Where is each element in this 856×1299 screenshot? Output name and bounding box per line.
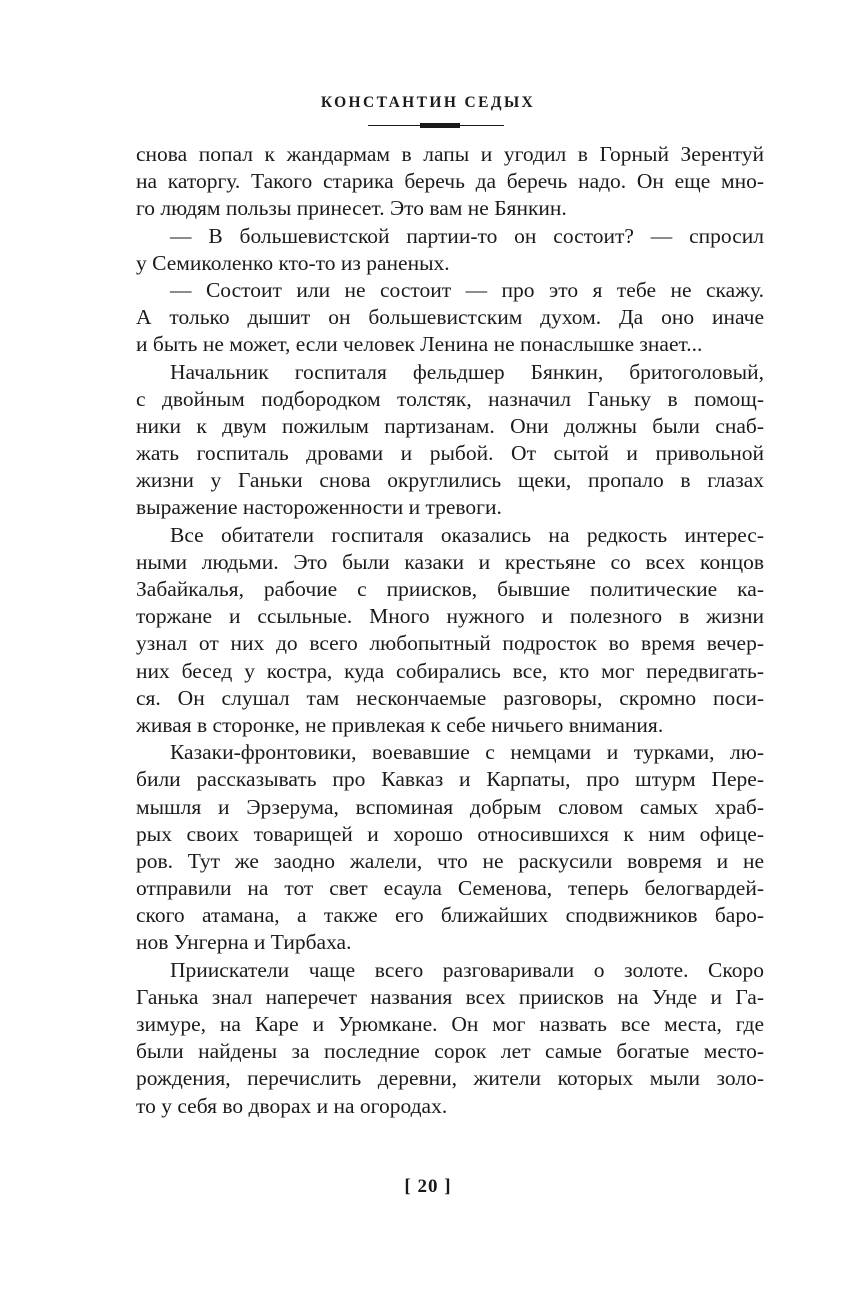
text-line: Все обитатели госпиталя оказались на редкость интерес- (170, 522, 764, 547)
text-line: на каторгу. Такого старика беречь да беречь надо. Он еще мно- (136, 169, 764, 194)
text-line: ского атамана, а также его ближайших сподвижников баро- (136, 903, 764, 928)
text-line: были найдены за последние сорок лет самые богатые место- (136, 1039, 764, 1064)
text-line: отправили на тот свет есаула Семенова, теперь белогвардей- (136, 876, 764, 901)
text-line: ся. Он слушал там нескончаемые разговоры, скромно поси- (136, 685, 764, 710)
text-line: били рассказывать про Кавказ и Карпаты, про штурм Пере- (136, 767, 764, 792)
header-rule-ornament (420, 123, 460, 128)
body-text (136, 141, 764, 1120)
text-line: жизни у Ганьки снова округлились щеки, пропало в глазах (136, 468, 764, 493)
text-line: рождения, перечислить деревни, жители которых мыли золо- (136, 1066, 764, 1091)
text-line: — Состоит или не состоит — про это я тебе не скажу. (170, 277, 764, 302)
text-line: с двойным подбородком толстяк, назначил Ганьку в помощ- (136, 386, 764, 411)
text-line: рых своих товарищей и хорошо относившихся к ним офице- (136, 821, 764, 846)
text-line: живая в сторонке, не привлекая к себе ничьего внимания. (136, 712, 664, 737)
text-line: них бесед у костра, куда собирались все, кто мог передвигать- (136, 658, 764, 683)
text-line: зимуре, на Каре и Урюмкане. Он мог назвать все места, где (136, 1012, 764, 1036)
text-line: ными людьми. Это были казаки и крестьяне со всех концов (136, 549, 764, 574)
text-line: жать госпиталь дровами и рыбой. От сытой и привольной (136, 441, 764, 466)
text-line: Приискатели чаще всего разговаривали о золоте. Скоро (170, 957, 764, 982)
text-line: го людям пользы принесет. Это вам не Бянкин. (136, 196, 567, 221)
text-line: нов Унгерна и Тирбаха. (136, 930, 352, 955)
text-line: и быть не может, если человек Ленина не понаслышке знает... (136, 332, 703, 357)
text-line: ники к двум пожилым партизанам. Они должны были снаб- (136, 413, 764, 438)
text-line: выражение настороженности и тревоги. (136, 495, 502, 520)
running-header (0, 94, 856, 112)
text-line: Ганька знал наперечет названия всех приисков на Унде и Га- (136, 984, 764, 1009)
text-line: Казаки-фронтовики, воевавшие с немцами и турками, лю- (170, 740, 764, 765)
text-line: — В большевистской партии-то он состоит? — спросил (170, 223, 764, 248)
text-line: узнал от них до всего любопытный подросток во время вечер- (136, 631, 764, 656)
text-line: ров. Тут же заодно жалели, что не раскусили вовремя и не (136, 848, 764, 873)
text-line: у Семиколенко кто-то из раненых. (136, 250, 450, 275)
text-line: Забайкалья, рабочие с приисков, бывшие политические ка- (136, 577, 764, 601)
text-line: мышля и Эрзерума, вспоминая добрым словом самых храб- (136, 794, 764, 819)
page-number: [ 20 ] (404, 1176, 452, 1197)
text-line: торжане и ссыльные. Много нужного и полезного в жизни (136, 604, 764, 629)
text-line: то у себя во дворах и на огородах. (136, 1093, 448, 1118)
text-line: А только дышит он большевистским духом. Да оно иначе (136, 305, 764, 330)
text-line: снова попал к жандармам в лапы и угодил в Горный Зерентуй (136, 142, 764, 166)
text-line: Начальник госпиталя фельдшер Бянкин, бритоголовый, (170, 359, 764, 384)
running-header-title: КОНСТАНТИН СЕДЫХ (320, 94, 536, 111)
